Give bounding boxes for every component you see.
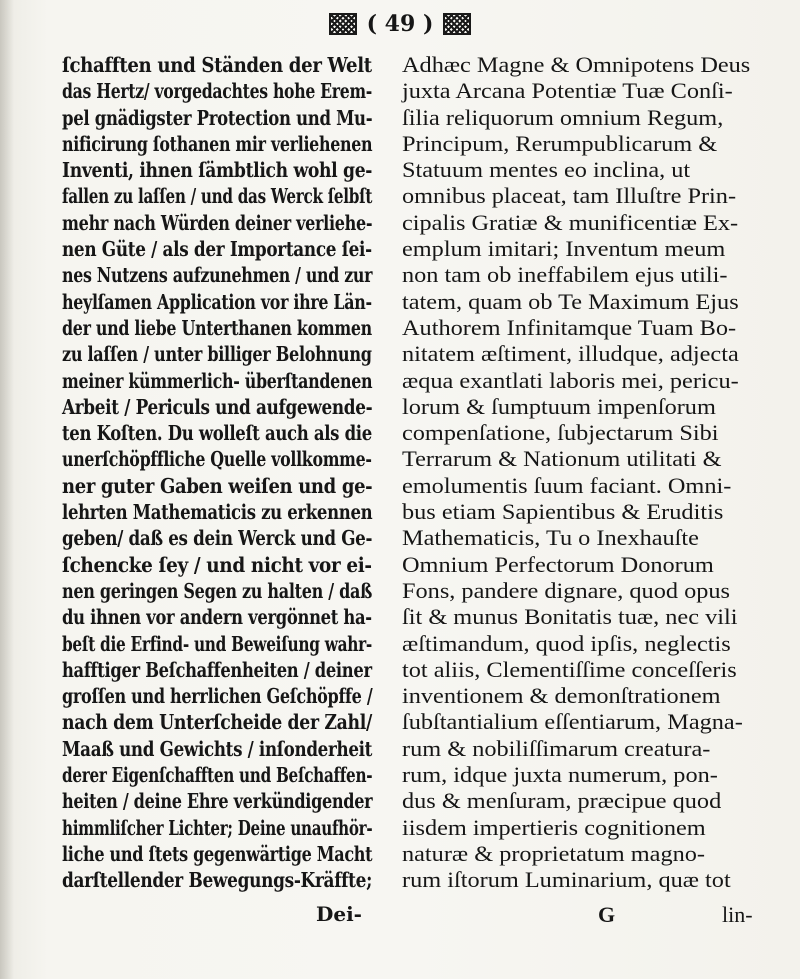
- latin-text-line: Fons, pandere dignare, quod opus: [402, 577, 730, 603]
- german-text-line: Inventi, ihnen ſämbtlich wohl ge-: [62, 158, 373, 183]
- page-gutter-shadow: [0, 0, 14, 979]
- german-text-line: der und liebe Unterthanen kommen: [62, 315, 372, 340]
- latin-text-line: emolumentis ſuum faciant. Omni-: [402, 472, 732, 498]
- right-catchword: lin-: [722, 902, 753, 927]
- latin-text-line: cipalis Gratiæ & munificentiæ Ex-: [402, 209, 739, 235]
- german-text-line: himmliſcher Lichter; Deine unaufhör-: [62, 815, 373, 840]
- left-ornament-icon: [329, 13, 357, 35]
- right-ornament-icon: [443, 13, 471, 35]
- signature-mark: G: [598, 902, 616, 927]
- page-number: ( 49 ): [366, 11, 434, 37]
- german-text-line: das Hertz/ vorgedachtes hohe Erem-: [62, 79, 372, 104]
- latin-text-line: dus & menſuram, præcipue quod: [402, 788, 722, 814]
- german-text-column: [62, 52, 372, 894]
- german-text-line: ſchencke ſey / und nicht vor ei-: [62, 552, 372, 577]
- german-text-line: ner guter Gaben weiſen und ge-: [62, 473, 373, 498]
- latin-text-line: æqua exantlati laboris mei, pericu-: [402, 367, 739, 393]
- latin-text-line: Mathematicis, Tu o Inexhauſte: [402, 525, 699, 551]
- german-text-line: unerſchöpffliche Quelle vollkomme-: [62, 447, 372, 472]
- latin-text-line: rum iſtorum Luminarium, quæ tot: [402, 867, 731, 893]
- latin-text-line: rum, idque juxta numerum, pon-: [402, 762, 718, 788]
- latin-text-column: [402, 52, 782, 894]
- latin-text-line: Statuum mentes eo inclina, ut: [402, 157, 691, 183]
- german-text-line: heiten / deine Ehre verkündigender: [62, 789, 373, 814]
- latin-text-line: tot aliis, Clementiſſime conceſſeris: [402, 656, 737, 682]
- german-text-line: Arbeit / Periculs und aufgewende-: [62, 394, 373, 419]
- latin-text-line: juxta Arcana Potentiæ Tuæ Conſi-: [402, 78, 733, 104]
- german-text-line: fallen zu laſſen / und das Werck ſelbſt: [62, 184, 373, 209]
- latin-text-line: inventionem & demonſtrationem: [402, 683, 721, 709]
- german-text-line: nach dem Unterſcheide der Zahl/: [62, 710, 372, 735]
- latin-text-line: omnibus placeat, tam Illuſtre Prin-: [402, 183, 737, 209]
- left-catchword: Dei-: [316, 902, 362, 926]
- latin-text-line: nitatem æſtiment, illudque, adjecta: [402, 341, 739, 367]
- latin-text-line: ſubſtantialium eſſentiarum, Magna-: [402, 709, 743, 735]
- latin-text-line: Terrarum & Nationum utilitati &: [402, 446, 722, 472]
- latin-text-line: Adhæc Magne & Omnipotens Deus: [402, 52, 751, 77]
- german-text-line: nen geringen Segen zu halten / daß: [62, 578, 372, 603]
- latin-text-line: Omnium Perfectorum Donorum: [402, 551, 714, 577]
- german-text-line: zu laſſen / unter billiger Belohnung: [62, 342, 372, 367]
- latin-text-line: ſilia reliquorum omnium Regum,: [402, 104, 724, 130]
- german-text-line: nen Güte / als der Importance ſei-: [62, 237, 372, 262]
- german-text-line: nificirung ſothanen mir verliehenen: [62, 131, 373, 156]
- german-text-line: ten Koſten. Du wolleſt auch als die: [62, 421, 372, 446]
- german-text-line: hafftiger Beſchaffenheiten / deiner: [62, 657, 372, 682]
- latin-text-line: naturæ & proprietatum magno-: [402, 840, 706, 866]
- latin-text-line: compenſatione, ſubjectarum Sibi: [402, 420, 719, 446]
- latin-text-line: ſit & munus Bonitatis tuæ, nec vili: [402, 604, 738, 630]
- german-text-line: geben/ daß es dein Werck und Ge-: [62, 526, 373, 551]
- german-text-line: groſſen und herrlichen Geſchöpffe /: [62, 684, 373, 709]
- german-text-line: darſtellender Bewegungs-Kräffte;: [62, 868, 372, 893]
- german-text-line: meiner kümmerlich- überſtandenen: [62, 368, 373, 393]
- german-text-line: mehr nach Würden deiner verliehe-: [62, 210, 373, 235]
- german-text-line: heylſamen Application vor ihre Län-: [62, 289, 372, 314]
- german-text-line: Maaß und Gewichts / inſonderheit: [62, 736, 373, 761]
- latin-text-line: Authorem Infinitamque Tuam Bo-: [402, 314, 737, 340]
- latin-text-line: iisdem impertieris cognitionem: [402, 814, 706, 840]
- page-header: [0, 8, 800, 40]
- german-text-line: liche und ſtets gegenwärtige Macht: [62, 841, 373, 866]
- german-text-line: derer Eigenſchafften und Beſchaffen-: [62, 763, 373, 788]
- german-text-line: beſt die Erfind- und Beweiſung wahr-: [62, 631, 372, 656]
- latin-text-line: tatem, quam ob Te Maximum Ejus: [402, 288, 739, 314]
- latin-text-line: æſtimandum, quod ipſis, neglectis: [402, 630, 731, 656]
- latin-text-line: Principum, Rerumpublicarum &: [402, 130, 718, 156]
- latin-text-line: bus etiam Sapientibus & Eruditis: [402, 499, 724, 525]
- latin-text-line: non tam ob ineffabilem ejus utili-: [402, 262, 728, 288]
- german-text-line: pel gnädigster Protection und Mu-: [62, 105, 373, 130]
- latin-text-line: emplum imitari; Inventum meum: [402, 236, 726, 262]
- latin-text-line: rum & nobiliſſimarum creatura-: [402, 735, 711, 761]
- german-text-line: nes Nutzens aufzunehmen / und zur: [62, 263, 373, 288]
- german-text-line: lehrten Mathematicis zu erkennen: [62, 500, 373, 525]
- latin-text-line: lorum & ſumptuum impenſorum: [402, 393, 716, 419]
- german-text-line: ſchafften und Ständen der Welt: [62, 53, 372, 77]
- german-text-line: du ihnen vor andern vergönnet ha-: [62, 605, 372, 630]
